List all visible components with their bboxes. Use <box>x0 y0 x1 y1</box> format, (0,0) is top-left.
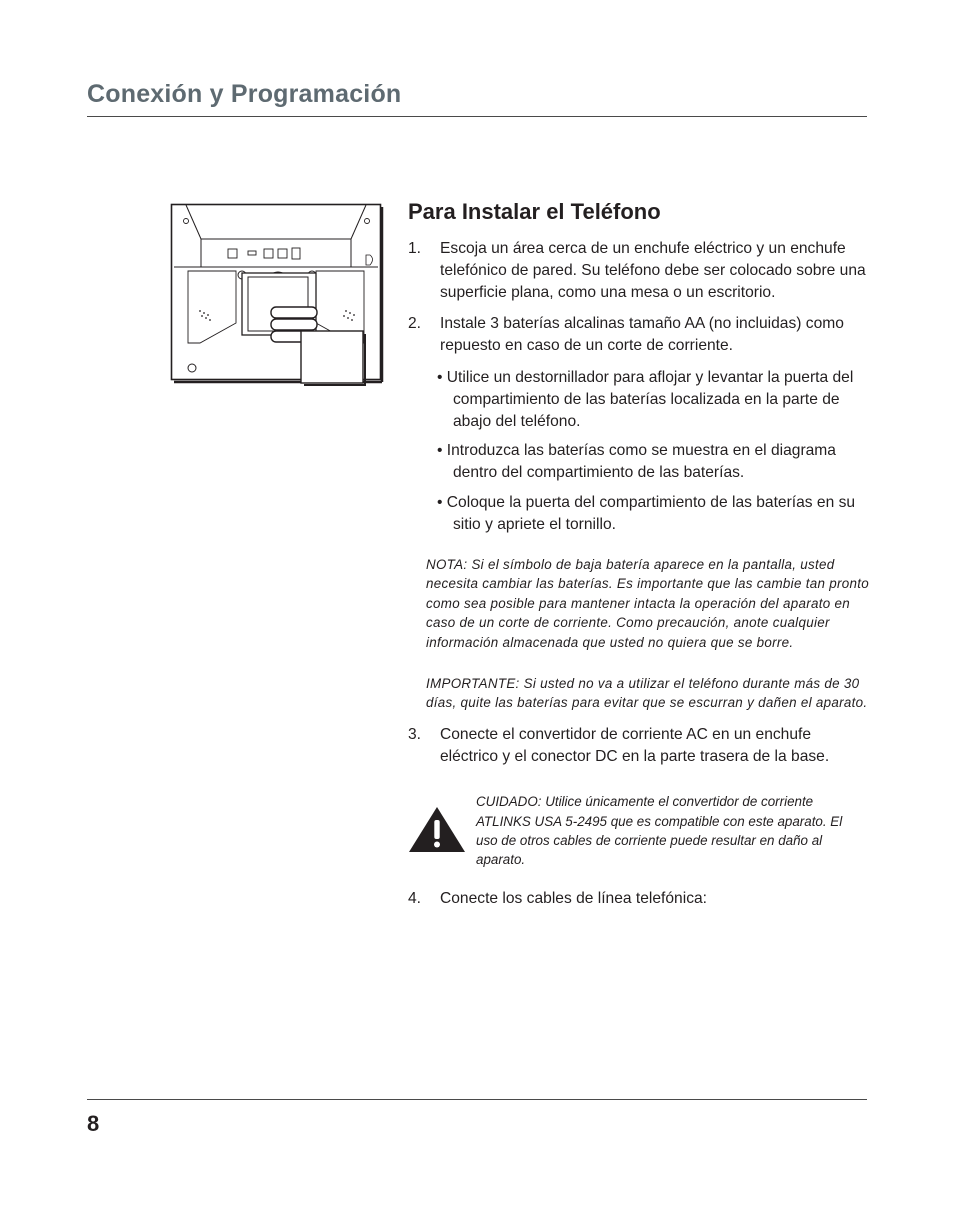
step-number: 3. <box>408 725 422 743</box>
step-number: 1. <box>408 240 422 257</box>
bullet-item: • Utilice un destornillador para aflojar y levantar la puerta del compartimiento de las baterías localizada en la parte de abajo del teléfono. <box>437 368 854 430</box>
step-number: 4. <box>408 890 422 908</box>
instructions <box>408 238 870 920</box>
step-4 <box>408 888 870 910</box>
step-text: Instale 3 baterías alcalinas tamaño AA (no incluidas) como repuesto en caso de un corte de corriente. <box>440 315 844 355</box>
step-number: 2. <box>408 315 422 333</box>
step-2 <box>408 313 870 357</box>
section-title: Para Instalar el Teléfono <box>408 199 661 224</box>
step-1 <box>408 238 870 303</box>
note-nota: NOTA: Si el símbolo de baja batería aparece en la pantalla, usted necesita cambiar las baterías. Es importante que las cambie tan pronto como sea posible para mantener intacta la operación del aparato en caso de un corte de corriente. Como precaución, anote cualquier información almacenada que usted no quiera que se borre. <box>426 556 870 650</box>
phone-underside-diagram <box>170 203 384 387</box>
caution-text: CUIDADO: Utilice únicamente el convertidor de corriente ATLINKS USA 5-2495 que es compatible con este aparato. El uso de otros cables de corriente puede resultar en daño al aparato. <box>476 794 843 868</box>
note-importante: IMPORTANTE: Si usted no va a utilizar el teléfono durante más de 30 días, quite las baterías para evitar que se escurran y dañen el aparato. <box>426 675 868 711</box>
header-rule <box>87 116 867 117</box>
footer-rule <box>87 1099 867 1100</box>
bullet-item: • Introduzca las baterías como se muestra en el diagrama dentro del compartimiento de las baterías. <box>437 442 836 482</box>
page-number: 8 <box>87 1111 100 1136</box>
warning-triangle-icon <box>408 805 466 853</box>
step-3 <box>408 724 870 768</box>
page-header-title: Conexión y Programación <box>87 80 402 108</box>
step-text: Escoja un área cerca de un enchufe eléctrico y un enchufe telefónico de pared. Su teléfono debe ser colocado sobre una superficie plana, como una mesa o un escritorio. <box>440 240 866 301</box>
step-text: Conecte los cables de línea telefónica: <box>440 890 707 908</box>
bullet-item: • Coloque la puerta del compartimiento de las baterías en su sitio y apriete el tornillo. <box>437 493 856 533</box>
step-text: Conecte el convertidor de corriente AC en un enchufe eléctrico y el conector DC en la parte trasera de la base. <box>440 725 830 765</box>
caution-box <box>408 792 870 872</box>
